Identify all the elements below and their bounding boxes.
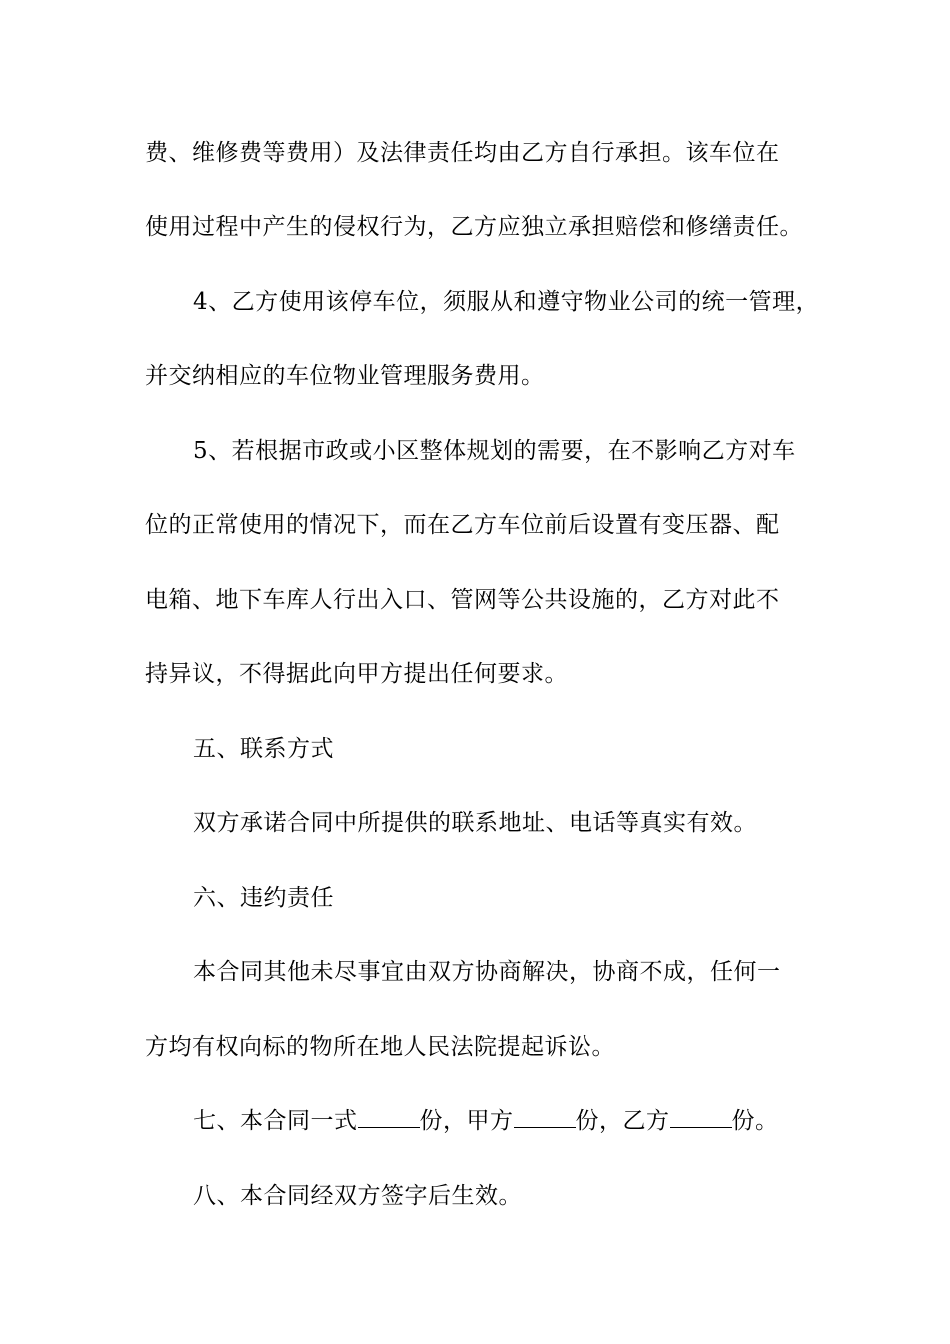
paragraph-line: 费、维修费等费用）及法律责任均由乙方自行承担。该车位在 [145, 140, 780, 166]
paragraph-line: 八、本合同经双方签字后生效。 [193, 1183, 522, 1209]
blank-field[interactable] [514, 1107, 576, 1128]
copies-text: 份，乙方 [575, 1108, 670, 1134]
paragraph-line: 4、乙方使用该停车位，须服从和遵守物业公司的统一管理， [193, 289, 820, 315]
paragraph-line: 方均有权向标的物所在地人民法院提起诉讼。 [145, 1034, 615, 1060]
paragraph-line: 持异议，不得据此向甲方提出任何要求。 [145, 661, 568, 687]
paragraph-line: 并交纳相应的车位物业管理服务费用。 [145, 363, 545, 389]
copies-text: 七、本合同一式 [193, 1108, 358, 1134]
blank-field[interactable] [670, 1107, 732, 1128]
paragraph-line: 5、若根据市政或小区整体规划的需要，在不影响乙方对车 [193, 438, 796, 464]
section-heading: 六、违约责任 [193, 885, 334, 911]
paragraph-line: 电箱、地下车库人行出入口、管网等公共设施的，乙方对此不 [145, 587, 780, 613]
blank-field[interactable] [358, 1107, 420, 1128]
copies-text: 份。 [731, 1108, 779, 1134]
copies-text: 份，甲方 [419, 1108, 514, 1134]
paragraph-line: 使用过程中产生的侵权行为，乙方应独立承担赔偿和修缮责任。 [145, 214, 803, 240]
paragraph-line: 双方承诺合同中所提供的联系地址、电话等真实有效。 [193, 810, 757, 836]
copies-clause [193, 1106, 893, 1136]
paragraph-line: 本合同其他未尽事宜由双方协商解决，协商不成，任何一 [193, 959, 781, 985]
paragraph-line: 位的正常使用的情况下，而在乙方车位前后设置有变压器、配 [145, 512, 780, 538]
section-heading: 五、联系方式 [193, 736, 334, 762]
